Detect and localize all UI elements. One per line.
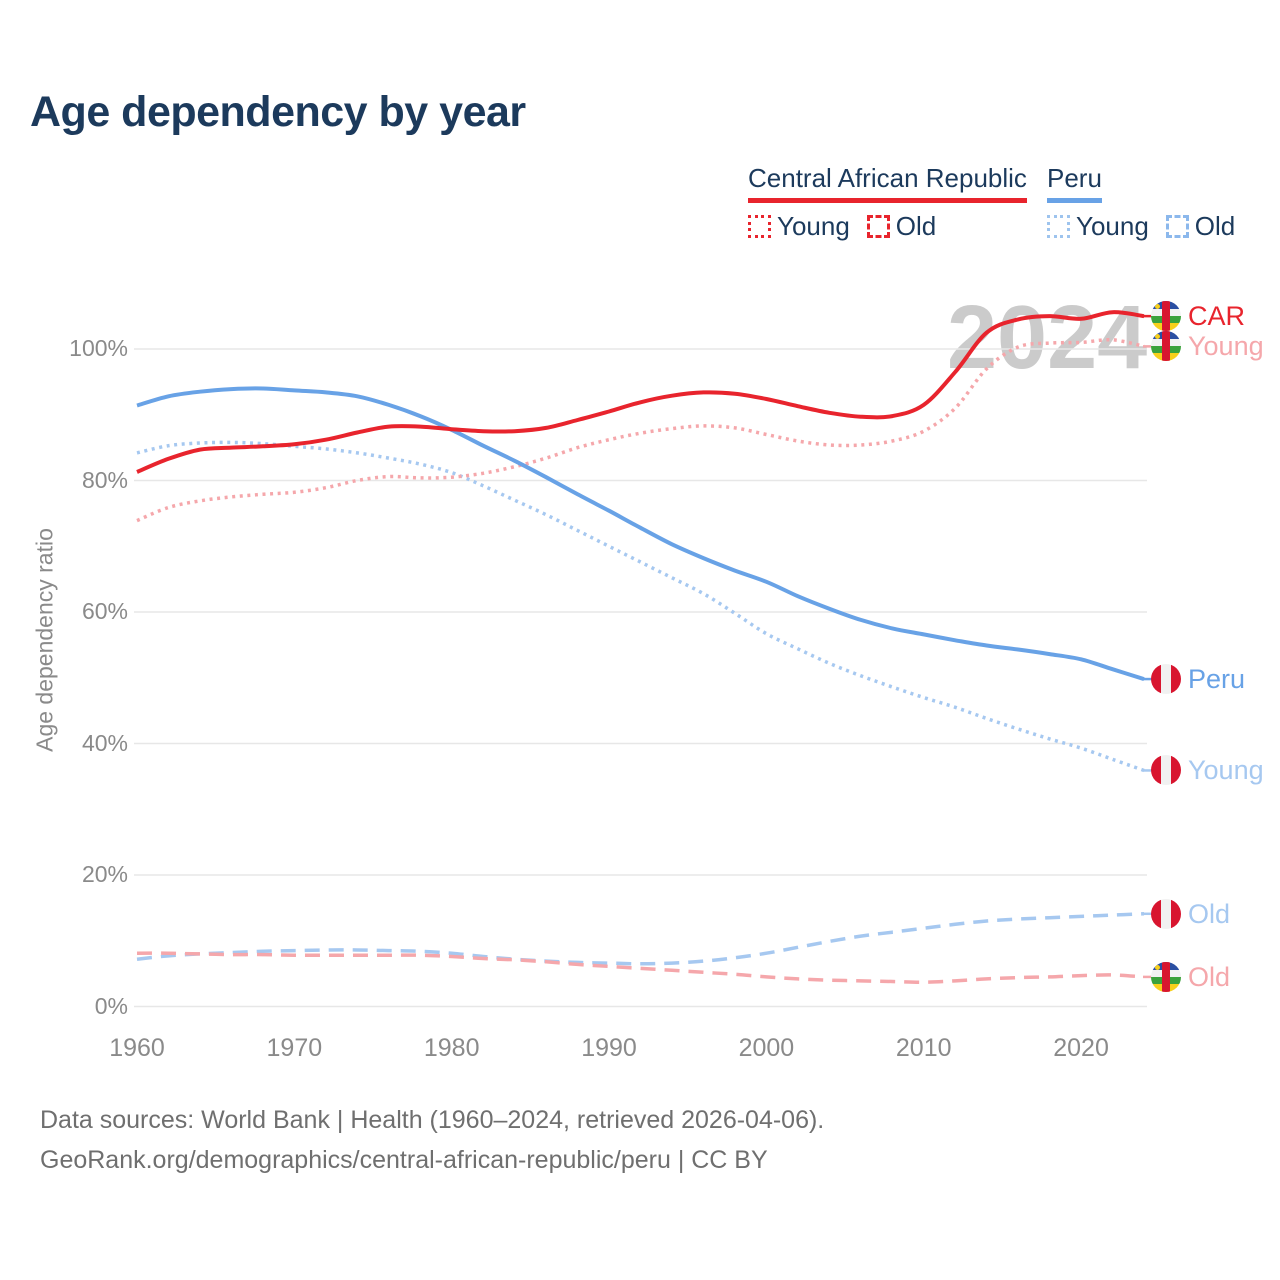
footer-attribution: GeoRank.org/demographics/central-african-republic/peru | CC BY	[40, 1146, 768, 1174]
legend-swatch-peru-old	[1166, 215, 1189, 238]
legend-country-peru: Peru	[1047, 163, 1102, 203]
series-car-old	[137, 953, 1144, 982]
legend-row-peru	[1047, 211, 1252, 242]
legend-group-peru	[1047, 163, 1252, 242]
y-tick-label: 60%	[81, 598, 128, 624]
x-tick-label: 1980	[423, 1034, 480, 1062]
end-label-text: Young	[1188, 755, 1264, 786]
x-tick-label: 1960	[109, 1034, 165, 1062]
legend-group-car	[748, 163, 1027, 242]
peru-flag-icon	[1151, 664, 1181, 694]
x-tick-label: 1990	[581, 1034, 637, 1062]
legend-label-peru-old: Old	[1194, 211, 1236, 241]
watermark-year: 2024	[947, 288, 1148, 388]
series-peru-total	[137, 388, 1144, 679]
peru-flag-icon	[1151, 899, 1181, 929]
end-label-text: Young	[1188, 331, 1264, 362]
y-tick-label: 80%	[81, 466, 128, 493]
end-label-peru-total	[1151, 664, 1245, 694]
series-peru-old	[137, 914, 1144, 964]
end-label-text: CAR	[1188, 301, 1246, 332]
end-label-text: Old	[1188, 898, 1231, 929]
end-label-text: Old	[1188, 961, 1231, 992]
legend-label-peru-young: Young	[1076, 211, 1149, 241]
footer-data-sources: Data sources: World Bank | Health (1960–2024, retrieved 2026-04-06).	[40, 1106, 825, 1134]
legend-label-car-young: Young	[777, 211, 850, 241]
car-flag-icon	[1151, 962, 1181, 992]
x-tick-label: 1970	[266, 1034, 323, 1062]
legend-swatch-peru-young	[1047, 215, 1070, 238]
legend	[0, 163, 1280, 248]
legend-country-car: Central African Republic	[748, 163, 1027, 203]
y-tick-label: 100%	[69, 335, 128, 361]
car-flag-icon	[1151, 331, 1181, 361]
end-label-car-total	[1151, 301, 1245, 331]
y-tick-label: 20%	[81, 861, 128, 887]
x-tick-label: 2010	[895, 1034, 952, 1062]
end-label-car-old	[1151, 962, 1230, 992]
x-tick-label: 2000	[738, 1034, 795, 1062]
legend-row-car	[748, 211, 1027, 242]
car-flag-icon	[1151, 301, 1181, 331]
page-title: Age dependency by year	[30, 88, 526, 136]
peru-flag-icon	[1151, 755, 1181, 785]
series-peru-young	[137, 442, 1144, 770]
y-tick-label: 0%	[94, 992, 128, 1019]
legend-label-car-old: Old	[895, 211, 937, 241]
legend-swatch-car-old	[867, 215, 890, 238]
x-tick-label: 2020	[1053, 1034, 1109, 1062]
end-label-peru-young	[1151, 755, 1264, 785]
end-label-car-young	[1151, 331, 1264, 361]
y-axis-title: Age dependency ratio	[31, 528, 58, 752]
end-label-text: Peru	[1188, 664, 1246, 695]
end-label-peru-old	[1151, 899, 1230, 929]
y-tick-label: 40%	[81, 729, 128, 756]
legend-swatch-car-young	[748, 215, 771, 238]
